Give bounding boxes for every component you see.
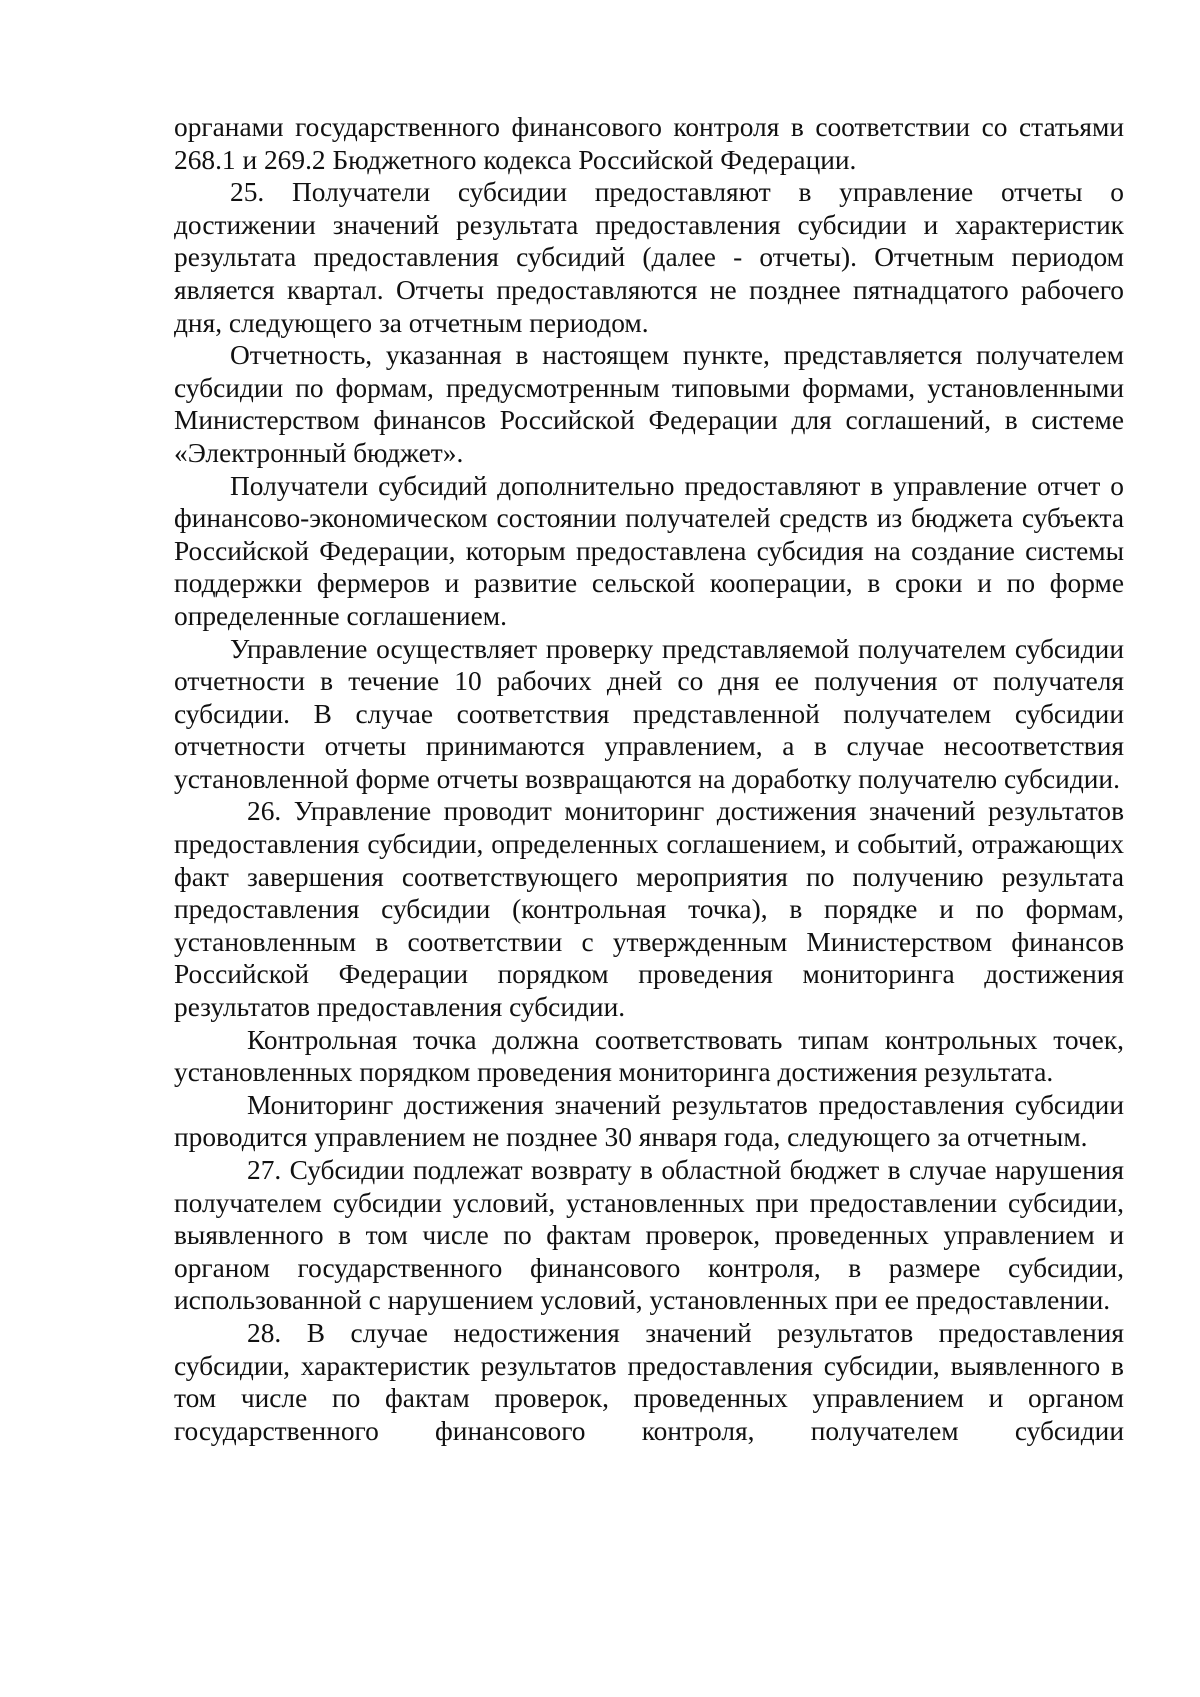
paragraph-item-28: 28. В случае недостижения значений результатов предоставления субсидии, характеристик результатов предоставления субсидии, выявленного в том числе по фактам проверок, проведенных управлением и органом государственного финансового контроля, получателем субсидии <box>174 1317 1124 1446</box>
paragraph-reporting-forms: Отчетность, указанная в настоящем пункте, представляется получателем субсидии по формам, предусмотренным типовыми формами, установленными Министерством финансов Российской Федерации для соглашений, в системе «Электронный бюджет». <box>174 340 1124 468</box>
paragraph-item-26: 26. Управление проводит мониторинг достижения значений результатов предоставления субсидии, определенных соглашением, и событий, отражающих факт завершения соответствующего мероприятия по получению результата предоставления субсидии (контрольная точка), в порядке и по формам, установленным в соответствии с утвержденным Министерством финансов Российской Федерации порядком проведения мониторинга достижения результатов предоставления субсидии. <box>174 796 1124 1023</box>
paragraph-item-25: 25. Получатели субсидии предоставляют в управление отчеты о достижении значений результата предоставления субсидии и характеристик результата предоставления субсидий (далее - отчеты). Отчетным периодом является квартал. Отчеты предоставляются не позднее пятнадцатого рабочего дня, следующего за отчетным периодом. <box>174 177 1124 338</box>
paragraph-continuation: органами государственного финансового контроля в соответствии со статьями 268.1 и 269.2 Бюджетного кодекса Российской Федерации. <box>174 112 1124 175</box>
paragraph-control-point: Контрольная точка должна соответствовать типам контрольных точек, установленных порядком проведения мониторинга достижения результата. <box>174 1024 1124 1088</box>
paragraph-financial-report: Получатели субсидий дополнительно предоставляют в управление отчет о финансово-экономическом состоянии получателей средств из бюджета субъекта Российской Федерации, которым предоставлена субсидия на создание системы поддержки фермеров и развитие сельской кооперации, в сроки и по форме определенные соглашением. <box>174 470 1124 631</box>
paragraph-item-27: 27. Субсидии подлежат возврату в областной бюджет в случае нарушения получателем субсидии условий, установленных при предоставлении субсидии, выявленного в том числе по фактам проверок, проведенных управлением и органом государственного финансового контроля, в размере субсидии, использованной с нарушением условий, установленных при ее предоставлении. <box>174 1155 1124 1316</box>
paragraph-monitoring-deadline: Мониторинг достижения значений результатов предоставления субсидии проводится управлением не позднее 30 января года, следующего за отчетным. <box>174 1089 1124 1153</box>
document-body <box>174 111 1124 1447</box>
paragraph-report-verification: Управление осуществляет проверку представляемой получателем субсидии отчетности в течение 10 рабочих дней со дня ее получения от получателя субсидии. В случае соответствия представленной получателем субсидии отчетности отчеты принимаются управлением, а в случае несоответствия установленной форме отчеты возвращаются на доработку получателю субсидии. <box>174 633 1124 794</box>
